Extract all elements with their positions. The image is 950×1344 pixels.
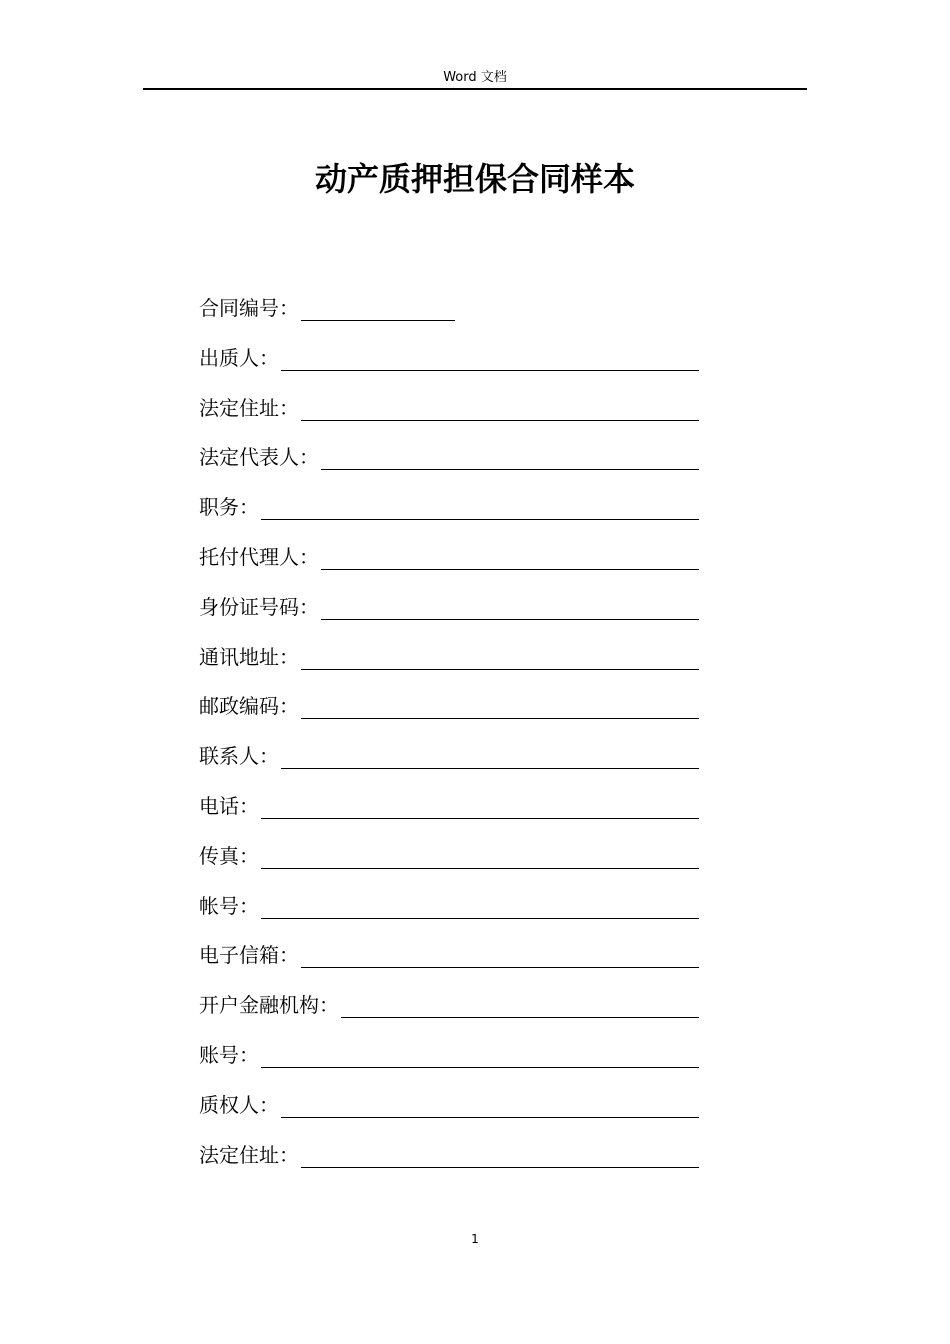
field-id-number <box>199 589 699 639</box>
field-label: 账号： <box>199 1042 259 1067</box>
page-header <box>143 66 807 90</box>
fill-in-blank[interactable] <box>301 639 699 670</box>
field-label: 身份证号码： <box>199 594 319 619</box>
field-phone <box>199 788 699 838</box>
field-bank <box>199 987 699 1037</box>
field-label: 职务： <box>199 495 259 520</box>
fill-in-blank[interactable] <box>261 838 699 869</box>
field-position <box>199 489 699 539</box>
field-account-id <box>199 888 699 938</box>
fill-in-blank[interactable] <box>281 340 699 371</box>
field-fax <box>199 838 699 888</box>
field-label: 联系人： <box>199 744 279 769</box>
fill-in-blank[interactable] <box>301 390 699 421</box>
fill-in-blank[interactable] <box>281 738 699 769</box>
field-label: 出质人： <box>199 345 279 370</box>
fill-in-blank[interactable] <box>341 987 699 1018</box>
field-label: 法定住址： <box>199 395 299 420</box>
fill-in-blank[interactable] <box>261 888 699 919</box>
fill-in-blank[interactable] <box>301 290 455 321</box>
field-label: 电子信箱： <box>199 943 299 968</box>
field-bank-account <box>199 1037 699 1087</box>
field-label: 通讯地址： <box>199 644 299 669</box>
page-number: 1 <box>471 1232 479 1246</box>
fill-in-blank[interactable] <box>321 539 699 570</box>
fill-in-blank[interactable] <box>321 439 699 470</box>
field-label: 开户金融机构： <box>199 993 339 1018</box>
field-authorized-agent <box>199 539 699 589</box>
field-pledgor <box>199 340 699 390</box>
field-contract-number <box>199 290 699 340</box>
field-label: 传真： <box>199 843 259 868</box>
contract-field-list <box>199 290 699 1186</box>
field-contact-person <box>199 738 699 788</box>
fill-in-blank[interactable] <box>261 1037 699 1068</box>
field-postal-code <box>199 688 699 738</box>
fill-in-blank[interactable] <box>301 1137 699 1168</box>
field-email <box>199 937 699 987</box>
field-label: 托付代理人： <box>199 544 319 569</box>
fill-in-blank[interactable] <box>301 688 699 719</box>
fill-in-blank[interactable] <box>321 589 699 620</box>
field-mailing-address <box>199 639 699 689</box>
field-label: 合同编号： <box>199 296 299 320</box>
field-pledgee <box>199 1087 699 1137</box>
field-label: 法定住址： <box>199 1142 299 1167</box>
header-text: Word 文档 <box>443 70 507 85</box>
document-title: 动产质押担保合同样本 <box>314 160 635 198</box>
field-label: 质权人： <box>199 1092 279 1117</box>
fill-in-blank[interactable] <box>261 489 699 520</box>
field-legal-address <box>199 390 699 440</box>
fill-in-blank[interactable] <box>281 1087 699 1118</box>
fill-in-blank[interactable] <box>301 937 699 968</box>
field-label: 法定代表人： <box>199 445 319 470</box>
field-label: 帐号： <box>199 893 259 918</box>
field-legal-representative <box>199 439 699 489</box>
fill-in-blank[interactable] <box>261 788 699 819</box>
field-label: 邮政编码： <box>199 694 299 719</box>
field-pledgee-legal-address <box>199 1137 699 1187</box>
field-label: 电话： <box>199 793 259 818</box>
